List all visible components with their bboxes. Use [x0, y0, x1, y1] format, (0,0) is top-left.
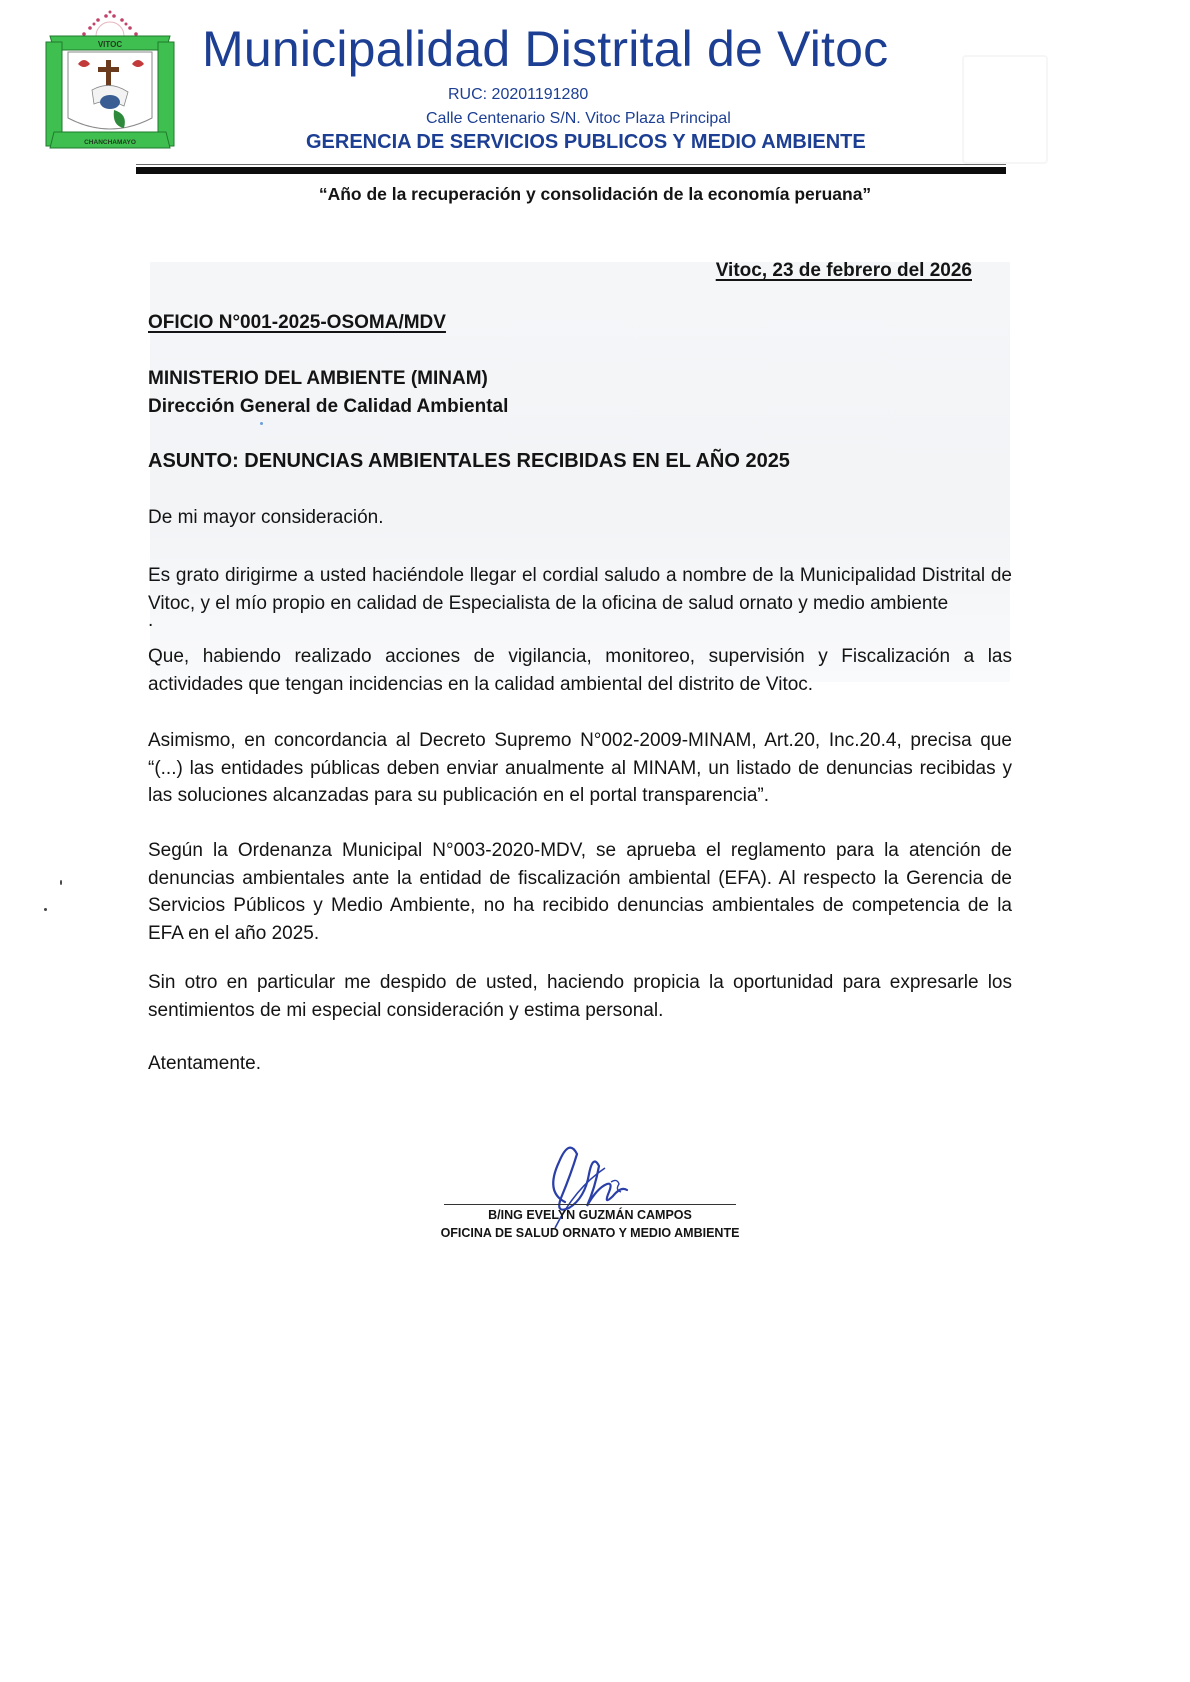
- municipal-coat-of-arms-logo: [40, 6, 180, 154]
- header-thin-rule: [136, 164, 1006, 165]
- body-paragraph: Según la Ordenanza Municipal N°003-2020-MDV, se aprueba el reglamento para la atención de denuncias ambientales ante la entidad de fiscalización ambiental (EFA). Al respecto la Gerencia de Servicios Públicos y Medio Ambiente, no ha recibido denuncias ambientales de competencia de la EFA en el año 2025.: [148, 840, 1012, 944]
- letter-subject: ASUNTO: DENUNCIAS AMBIENTALES RECIBIDAS EN EL AÑO 2025: [148, 450, 790, 472]
- logo-top-text: VITOC: [97, 40, 123, 49]
- letterhead-title: Municipalidad Distrital de Vitoc: [202, 21, 889, 77]
- scan-speck: [44, 908, 47, 911]
- year-motto: “Año de la recuperación y consolidación de la economía peruana”: [318, 184, 872, 204]
- signature-block: [430, 1132, 750, 1242]
- body-paragraph: Que, habiendo realizado acciones de vigilancia, monitoreo, supervisión y Fiscalización a las actividades que tengan incidencias en la calidad ambiental del distrito de Vitoc.: [148, 646, 1012, 695]
- scan-speck: [260, 422, 263, 425]
- recipient-institution: MINISTERIO DEL AMBIENTE (MINAM): [148, 368, 488, 389]
- letterhead-ruc: RUC: 20201191280: [448, 86, 589, 103]
- letterhead-address: Calle Centenario S/N. Vitoc Plaza Principal: [426, 110, 731, 127]
- body-paragraph: Es grato dirigirme a usted haciéndole llegar el cordial saludo a nombre de la Municipalidad Distrital de Vitoc, y el mío propio en calidad de Especialista de la oficina de salud ornato y medio ambiente: [148, 565, 1012, 614]
- signer-office: OFICINA DE SALUD ORNATO Y MEDIO AMBIENTE: [440, 1226, 740, 1240]
- letter-date: Vitoc, 23 de febrero del 2026: [715, 260, 972, 281]
- scan-speck: [60, 880, 62, 885]
- logo-bottom-text: CHANCHAMAYO: [84, 139, 136, 146]
- header-thick-rule: [136, 167, 1006, 174]
- reverse-side-logo-bleed: [962, 55, 1048, 164]
- letter-closing: Atentamente.: [148, 1053, 262, 1074]
- recipient-department: Dirección General de Calidad Ambiental: [148, 396, 509, 417]
- signature-line: [444, 1204, 736, 1205]
- body-paragraph: Sin otro en particular me despido de usted, haciendo propicia la oportunidad para expresarle los sentimientos de mi especial consideración y estima personal.: [148, 972, 1012, 1021]
- body-paragraph: Asimismo, en concordancia al Decreto Supremo N°002-2009-MINAM, Art.20, Inc.20.4, precisa que “(...) las entidades públicas deben enviar anualmente al MINAM, un listado de denuncias recibidas y las soluciones alcanzadas para su publicación en el portal transparencia”.: [148, 730, 1012, 806]
- letter-greeting: De mi mayor consideración.: [148, 507, 384, 528]
- oficio-number: OFICIO N°001-2025-OSOMA/MDV: [148, 312, 446, 333]
- letterhead-department: GERENCIA DE SERVICIOS PUBLICOS Y MEDIO AMBIENTE: [306, 131, 866, 153]
- stray-period: .: [148, 610, 154, 631]
- signer-name: B/ING EVELYN GUZMÁN CAMPOS: [488, 1208, 692, 1222]
